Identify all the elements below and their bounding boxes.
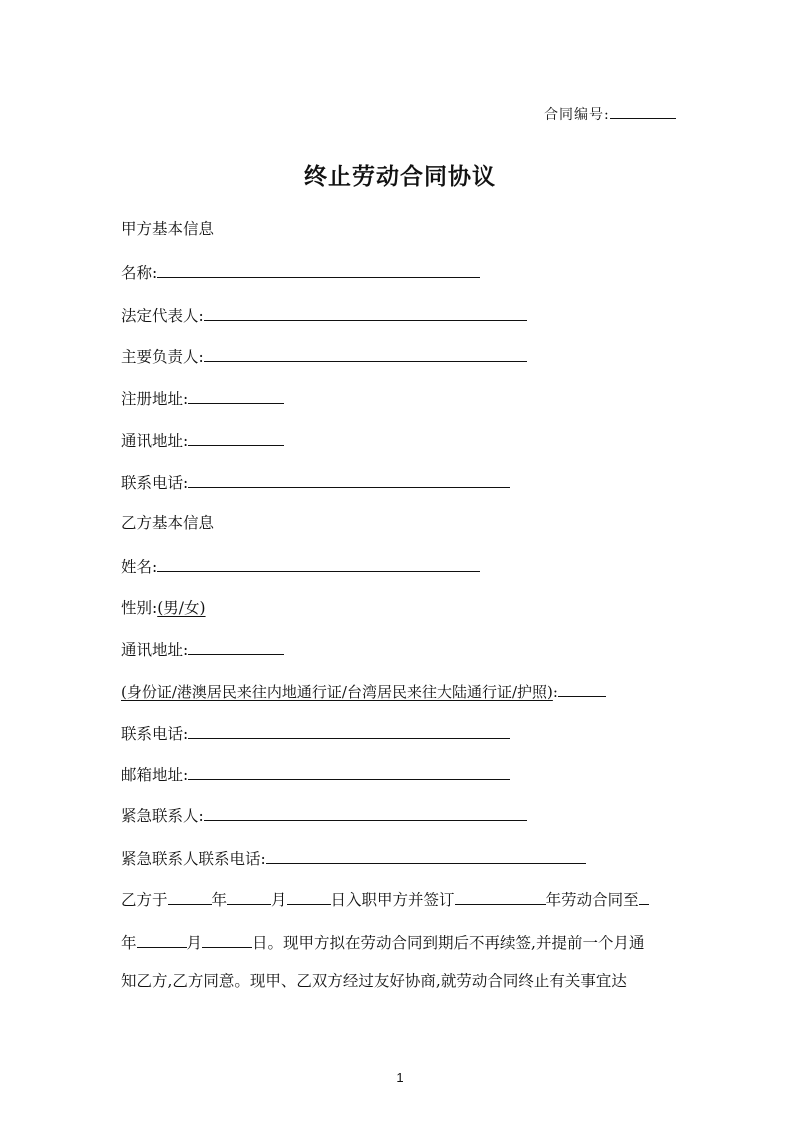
email-label: 邮箱地址:: [121, 766, 189, 784]
gender-value[interactable]: (男/女): [157, 599, 206, 617]
party-b-phone-blank[interactable]: [188, 723, 510, 739]
body-text: 月: [271, 891, 287, 909]
start-day-blank[interactable]: [287, 889, 331, 905]
party-b-mail-label: 通讯地址:: [121, 641, 189, 659]
body-line-3: 知乙方,乙方同意。现甲、乙双方经过友好协商,就劳动合同终止有关事宜达: [121, 972, 627, 990]
party-b-heading: 乙方基本信息: [121, 514, 215, 532]
body-text: 年劳动合同至: [545, 891, 639, 909]
start-year-blank[interactable]: [168, 889, 212, 905]
emergency-contact-row: [121, 805, 527, 826]
email-blank[interactable]: [188, 764, 510, 780]
reg-address-blank[interactable]: [188, 388, 284, 404]
party-b-phone-label: 联系电话:: [121, 725, 189, 743]
body-text: 日入职甲方并签订: [330, 891, 455, 909]
party-a-mail-row: [121, 430, 284, 451]
reg-address-row: [121, 388, 284, 409]
body-text: 乙方于: [121, 891, 168, 909]
contract-number-blank[interactable]: [610, 103, 676, 119]
emergency-phone-row: [121, 848, 586, 869]
gender-label: 性别:: [121, 599, 158, 617]
contract-number: [544, 103, 676, 124]
id-row: [121, 681, 606, 702]
party-b-name-row: [121, 556, 480, 577]
email-row: [121, 764, 510, 785]
emergency-contact-label: 紧急联系人:: [121, 807, 204, 825]
start-month-blank[interactable]: [227, 889, 271, 905]
party-a-name-blank[interactable]: [157, 262, 480, 278]
party-b-mail-row: [121, 639, 284, 660]
end-year-blank[interactable]: [639, 889, 649, 905]
party-a-name-label: 名称:: [121, 264, 158, 282]
body-text: 年: [211, 891, 228, 909]
end-day-blank[interactable]: [202, 932, 252, 948]
body-text: 日。现甲方拟在劳动合同到期后不再续签,并提前一个月通: [252, 934, 645, 952]
id-types[interactable]: (身份证/港澳居民来往内地通行证/台湾居民来往大陆通行证/护照): [121, 683, 553, 701]
party-a-phone-row: [121, 472, 510, 493]
party-a-name-row: [121, 262, 480, 283]
legal-rep-blank[interactable]: [204, 305, 527, 321]
party-b-mail-blank[interactable]: [188, 639, 284, 655]
end-month-blank[interactable]: [137, 932, 187, 948]
page-number: 1: [396, 1070, 404, 1085]
id-number-blank[interactable]: [558, 681, 606, 697]
id-suffix: :: [552, 683, 558, 701]
reg-address-label: 注册地址:: [121, 390, 189, 408]
contract-number-label: 合同编号:: [544, 107, 610, 123]
contract-term-blank[interactable]: [455, 889, 546, 905]
body-text: 年: [121, 934, 137, 952]
principal-row: [121, 346, 527, 367]
body-line-2: [121, 932, 644, 953]
body-line-1: [121, 889, 649, 910]
party-a-heading: 甲方基本信息: [121, 220, 215, 238]
emergency-contact-blank[interactable]: [204, 805, 527, 821]
party-a-phone-blank[interactable]: [188, 472, 510, 488]
principal-label: 主要负责人:: [121, 348, 204, 366]
legal-rep-label: 法定代表人:: [121, 307, 204, 325]
party-a-phone-label: 联系电话:: [121, 474, 189, 492]
legal-rep-row: [121, 305, 527, 326]
body-text: 月: [186, 934, 203, 952]
gender-row: [121, 598, 206, 618]
party-b-phone-row: [121, 723, 510, 744]
emergency-phone-label: 紧急联系人联系电话:: [121, 850, 266, 868]
principal-blank[interactable]: [204, 346, 527, 362]
party-a-mail-blank[interactable]: [188, 430, 284, 446]
party-b-name-blank[interactable]: [157, 556, 480, 572]
emergency-phone-blank[interactable]: [266, 848, 586, 864]
party-a-mail-label: 通讯地址:: [121, 432, 189, 450]
party-b-name-label: 姓名:: [121, 558, 158, 576]
page-title: 终止劳动合同协议: [304, 163, 496, 190]
